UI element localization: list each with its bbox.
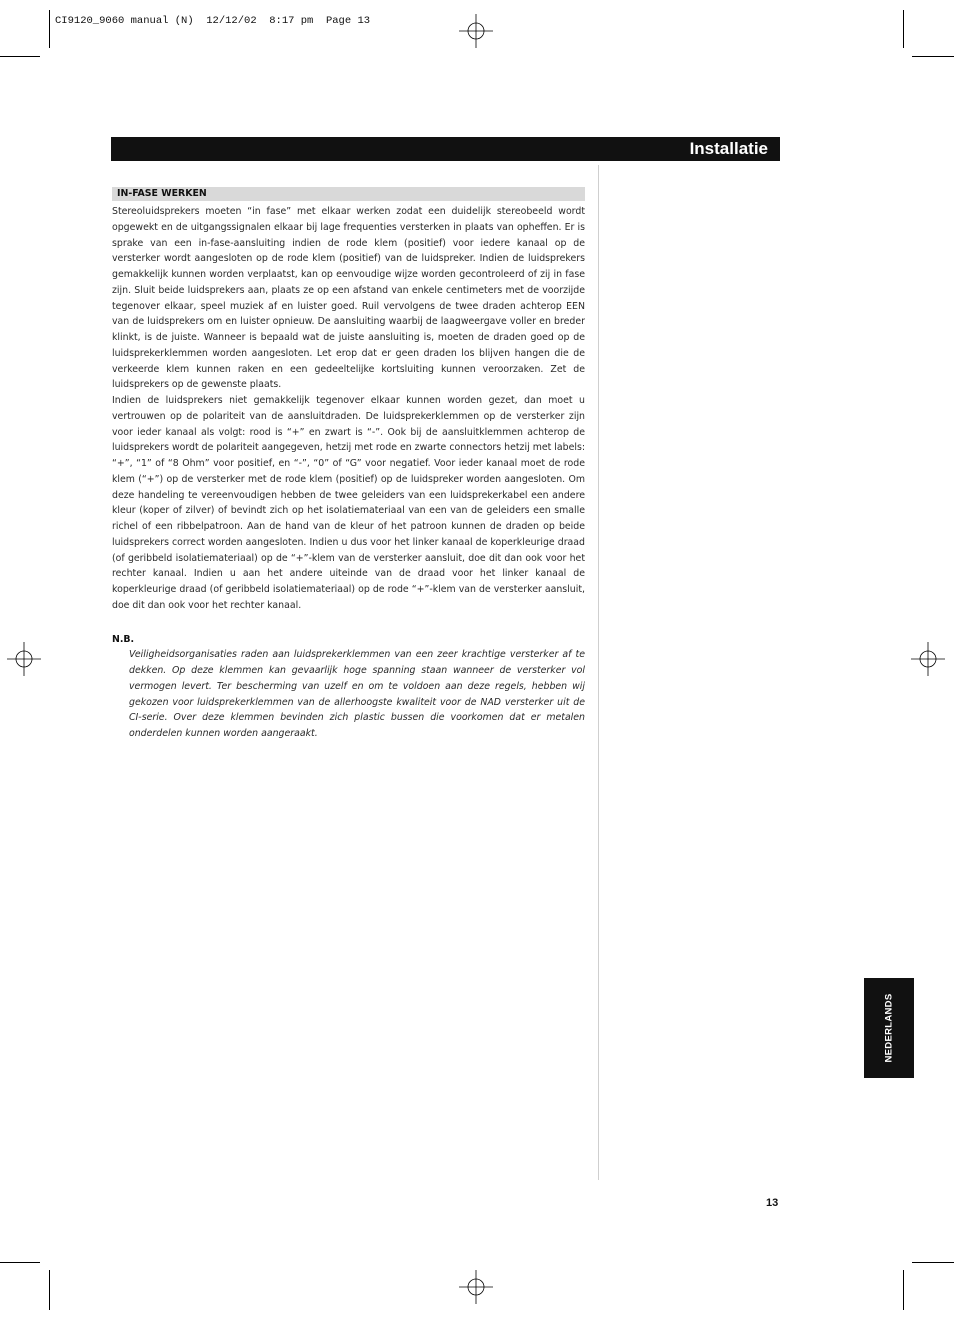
section-heading: IN-FASE WERKEN [112,187,585,201]
page-title: Installatie [689,139,768,158]
note-heading: N.B. [112,633,135,645]
crop-mark [0,1262,40,1263]
main-content [112,187,585,742]
body-paragraph: Stereoluidsprekers moeten “in fase” met elkaar werken zodat een duidelijk stereobeeld wordt opgewekt en de uitgangssignalen elkaar bij lage frequenties versterken in plaats van opheffen. Er is sprake van een in-fase-aansluiting indien de rode klem (positief) voor iedere kanaal op de versterker wordt aangesloten op de rode klem (positief) van de luidspreker. Indien de luidsprekers gemakkelijk kunnen worden verplaatst, kan op eenvoudige wijze worden gecontroleerd of zij in fase zijn. Sluit beide luidsprekers aan, plaats ze op een afstand van enkele centimeters met de voorzijde tegenover elkaar, speel muziek af en luister goed. Ruil vervolgens de twee draden achterop EEN van de luidsprekers om en luister opnieuw. De aansluiting waarbij de laagweergave voller en breder klinkt, is de juiste. Wanneer is bepaald wat de juiste aansluiting is, moeten de draden goed op de luidsprekerklemmen worden aangesloten. Let erop dat er geen draden los blijven hangen die de verkeerde klem kunnen raken en een gedeeltelijke kortsluiting kunnen veroorzaken. Zet de luidsprekers op de gewenste plaats. [112,206,585,391]
crop-mark [49,1270,50,1310]
crop-mark [912,1262,954,1263]
body-paragraph: Indien de luidsprekers niet gemakkelijk tegenover elkaar kunnen worden gezet, dan moet u vertrouwen op de polariteit van de aansluitdraden. De luidsprekerklemmen op de versterker zijn voor ieder kanaal als volgt: rood is “+” en zwart is “-”. Ook bij de aansluitklemmen achterop de luidsprekers wordt de polariteit aangegeven, hetzij met rode en zwarte connectors hetzij met labels: “+”, “1” of “8 Ohm” voor positief, en “-”, “0” of “G” voor negatief. Voor ieder kanaal moet de rode klem (“+”) op de versterker met de rode klem (positief) op de luidspreker worden aangesloten. Om deze handeling te vereenvoudigen hebben de twee geleiders van een luidsprekerkabel een andere kleur (koper of zilver) of bevindt zich op het isolatiemateriaal van een van de geleiders een smalle richel of een ribbelpatroon. Aan de hand van de kleur of het patroon kunnen de draden op beide luidsprekers correct worden aangesloten. Indien u dus voor het linker kanaal de koperkleurige draad (of geribbeld isolatiemateriaal) op de “+”-klem van de versterker aansluit, doe dit dan ook voor het rechter kanaal. Indien u aan het andere uiteinde van de draad voor het linker kanaal de koperkleurige draad (of geribbeld isolatiemateriaal) op de rode “+”-klem van de versterker aansluit, doe dit dan ook voor het rechter kanaal. [112,395,585,611]
registration-mark-icon [459,14,493,48]
language-tab [864,978,914,1078]
registration-mark-icon [911,642,945,676]
print-slug: CI9120_9060 manual (N) 12/12/02 8:17 pm Page 13 [55,15,371,27]
language-tab-label: NEDERLANDS [883,993,895,1063]
registration-mark-icon [7,642,41,676]
crop-mark [49,10,50,48]
crop-mark [903,1270,904,1310]
page-number: 13 [766,1197,779,1209]
registration-mark-icon [459,1270,493,1304]
note-text: Veiligheidsorganisaties raden aan luidsprekerklemmen van een zeer krachtige versterker af te dekken. Op deze klemmen kan gevaarlijk hoge spanning staan wanneer de versterker vol vermogen levert. Ter bescherming van uzelf en om te voldoen aan deze regels, hebben wij gekozen voor luidsprekerklemmen van de allerhoogste kwaliteit voor de NAD versterker uit de CI-serie. Over deze klemmen bevinden zich plastic bussen die voorkomen dat er metalen onderdelen kunnen worden aangeraakt. [129,649,585,739]
crop-mark [903,10,904,48]
crop-mark [912,56,954,57]
column-divider [598,165,599,1180]
crop-mark [0,56,40,57]
page-title-bar [111,137,780,161]
